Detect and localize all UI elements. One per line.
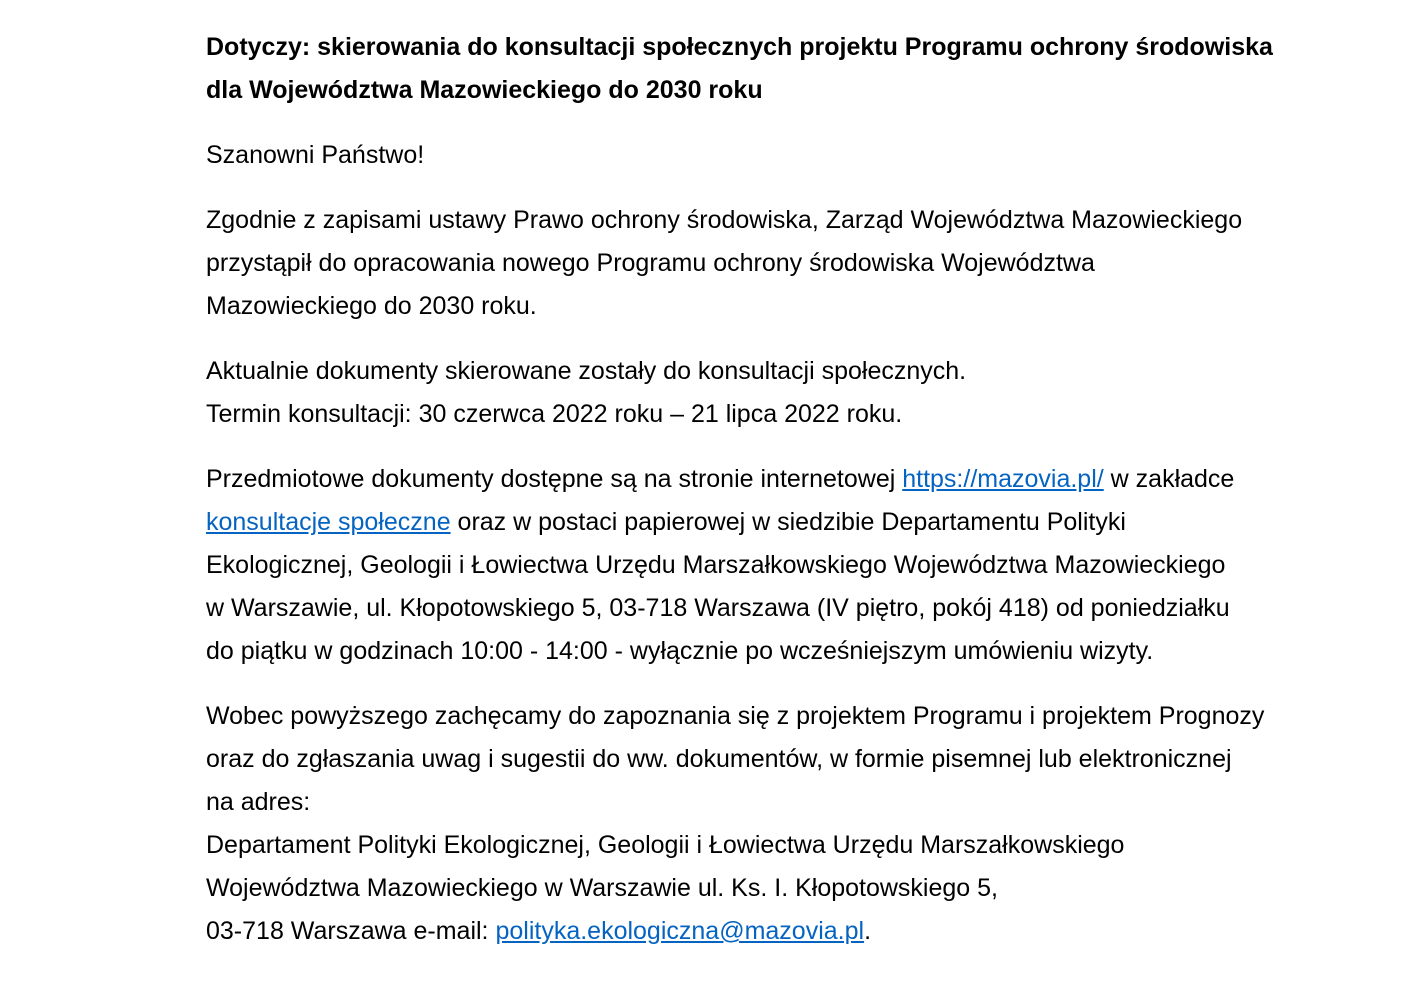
paragraph-intro-line-3: Mazowieckiego do 2030 roku. <box>206 292 537 320</box>
paragraph-availability-line-4: w Warszawie, ul. Kłopotowskiego 5, 03-718 Warszawa (IV piętro, pokój 418) od poniedziałku <box>206 594 1230 622</box>
subject-line-2: dla Województwa Mazowieckiego do 2030 roku <box>206 76 763 104</box>
paragraph-consultation-term <box>206 350 1396 436</box>
consultation-term-text: Termin konsultacji: 30 czerwca 2022 roku – 21 lipca 2022 roku. <box>206 400 903 428</box>
paragraph-submission-line-2: oraz do zgłaszania uwag i sugestii do ww. dokumentów, w formie pisemnej lub elektronicznej <box>206 745 1232 773</box>
availability-text-before-link: Przedmiotowe dokumenty dostępne są na stronie internetowej <box>206 465 903 493</box>
address-line-2: Województwa Mazowieckiego w Warszawie ul. Ks. I. Kłopotowskiego 5, <box>206 874 998 902</box>
paragraph-intro <box>206 199 1396 328</box>
subject-heading <box>206 26 1396 112</box>
consultation-status-text: Aktualnie dokumenty skierowane zostały do konsultacji społecznych. <box>206 357 967 385</box>
paragraph-availability-line-1 <box>206 458 1396 501</box>
address-line-1: Departament Polityki Ekologicznej, Geologii i Łowiectwa Urzędu Marszałkowskiego <box>206 831 1125 859</box>
paragraph-availability-line-2 <box>206 501 1396 544</box>
consultation-link[interactable]: konsultacje społeczne <box>206 508 451 536</box>
paragraph-intro-line-1: Zgodnie z zapisami ustawy Prawo ochrony środowiska, Zarząd Województwa Mazowieckiego <box>206 206 1243 234</box>
paragraph-submission-line-1: Wobec powyższego zachęcamy do zapoznania się z projektem Programu i projektem Prognozy <box>206 702 1265 730</box>
email-link[interactable]: polityka.ekologiczna@mazovia.pl <box>495 917 865 945</box>
website-link[interactable]: https://mazovia.pl/ <box>902 465 1104 493</box>
paragraph-submission <box>206 695 1396 953</box>
document-page <box>206 26 1396 953</box>
greeting: Szanowni Państwo! <box>206 141 425 169</box>
address-line-3 <box>206 910 1396 953</box>
address-text-before-email: 03-718 Warszawa e-mail: <box>206 917 496 945</box>
paragraph-availability <box>206 458 1396 673</box>
availability-text-after-link: w zakładce <box>1103 465 1235 493</box>
address-text-after-email: . <box>864 917 872 945</box>
subject-line-1: Dotyczy: skierowania do konsultacji społecznych projektu Programu ochrony środowiska <box>206 33 1273 61</box>
paragraph-availability-line-3: Ekologicznej, Geologii i Łowiectwa Urzędu Marszałkowskiego Województwa Mazowieckiego <box>206 551 1226 579</box>
paragraph-intro-line-2: przystąpił do opracowania nowego Programu ochrony środowiska Województwa <box>206 249 1095 277</box>
paragraph-submission-line-3: na adres: <box>206 788 311 816</box>
availability-line-2-text: oraz w postaci papierowej w siedzibie Departamentu Polityki <box>450 508 1126 536</box>
paragraph-availability-line-5: do piątku w godzinach 10:00 - 14:00 - wyłącznie po wcześniejszym umówieniu wizyty. <box>206 637 1154 665</box>
